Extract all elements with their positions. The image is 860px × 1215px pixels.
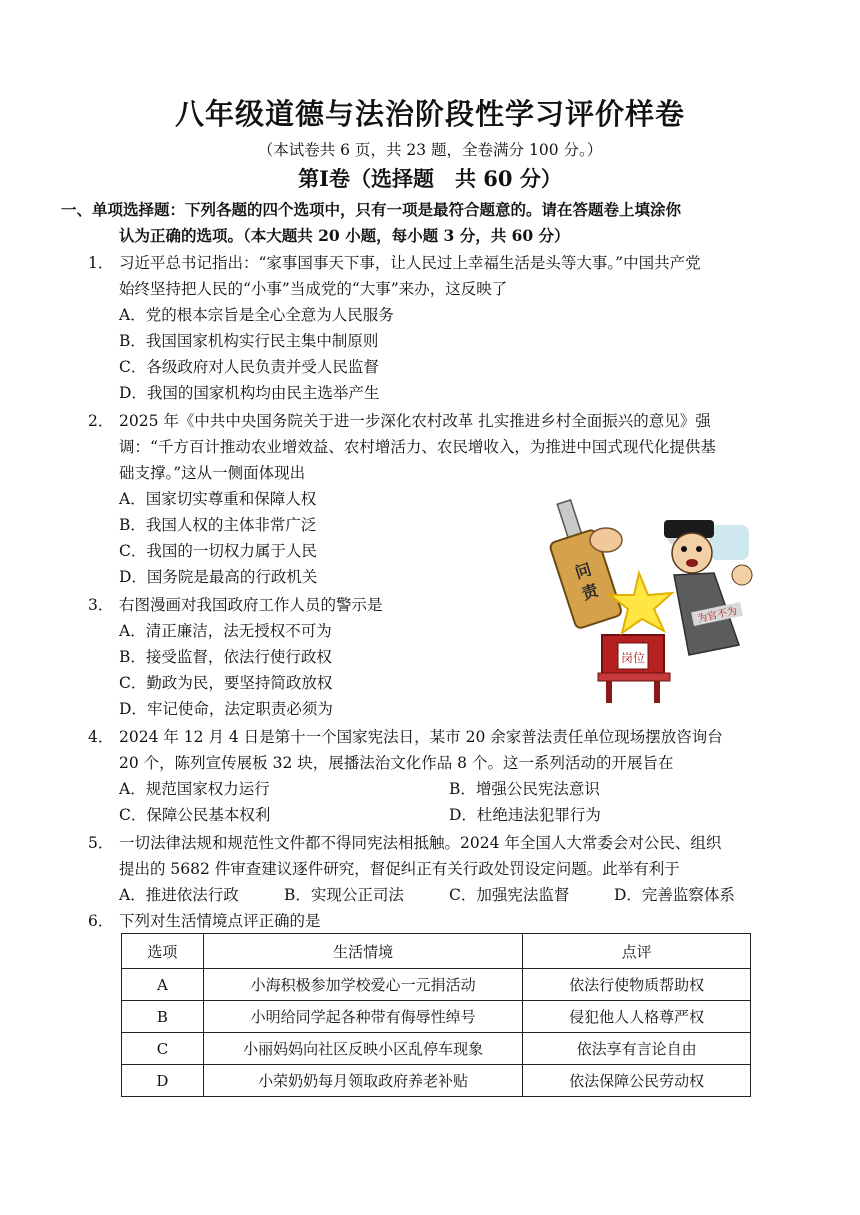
table-cell-option: A (122, 969, 204, 1001)
table-cell-option: C (122, 1033, 204, 1065)
question-6-table (121, 933, 751, 1097)
paper-title: 八年级道德与法治阶段性学习评价样卷 (174, 97, 685, 131)
table-cell-situation: 小明给同学起各种带有侮辱性绰号 (203, 1001, 522, 1033)
question-2-option-d: D．国务院是最高的行政机关 (119, 568, 318, 586)
table-row (122, 1065, 751, 1097)
chair-icon (598, 635, 670, 703)
question-5-stem-line2: 提出的 5682 件审查建议逐件研究，督促纠正有关行政处罚设定问题。此举有利于 (119, 860, 680, 878)
paper-subtitle: （本试卷共 6 页，共 23 题，全卷满分 100 分。） (257, 141, 603, 159)
table-cell-option: D (122, 1065, 204, 1097)
question-1-stem-line2: 始终坚持把人民的“小事”当成党的“大事”来办，这反映了 (119, 280, 508, 298)
question-4-option-c: C．保障公民基本权利 (119, 806, 271, 824)
table-header-situation: 生活情境 (203, 934, 522, 969)
table-header-row (122, 934, 751, 969)
question-1-option-a: A．党的根本宗旨是全心全意为人民服务 (119, 306, 394, 324)
question-2-option-a: A．国家切实尊重和保障人权 (119, 490, 317, 508)
table-cell-comment: 依法享有言论自由 (523, 1033, 751, 1065)
accountability-comic-image (514, 495, 764, 705)
question-1-option-c: C．各级政府对人民负责并受人民监督 (119, 358, 379, 376)
table-header-comment: 点评 (523, 934, 751, 969)
question-3-stem: 右图漫画对我国政府工作人员的警示是 (119, 596, 383, 614)
question-2-option-b: B．我国人权的主体非常广泛 (119, 516, 317, 534)
question-4-option-a: A．规范国家权力运行 (119, 780, 270, 798)
table-row (122, 969, 751, 1001)
question-5-number: 5． (88, 834, 114, 852)
question-2-number: 2． (88, 412, 114, 430)
question-3-option-b: B．接受监督，依法行使行政权 (119, 648, 332, 666)
table-cell-comment: 依法行使物质帮助权 (523, 969, 751, 1001)
hammer-icon (538, 496, 622, 630)
question-6-number: 6． (88, 912, 114, 930)
table-cell-comment: 依法保障公民劳动权 (523, 1065, 751, 1097)
question-5-option-c: C．加强宪法监督 (449, 886, 570, 904)
question-2-stem-line1: 2025 年《中共中央国务院关于进一步深化农村改革 扎实推进乡村全面振兴的意见》强 (119, 412, 711, 430)
chair-label: 岗位 (620, 651, 646, 665)
table-cell-situation: 小丽妈妈向社区反映小区乱停车现象 (203, 1033, 522, 1065)
question-5-option-d: D．完善监察体系 (614, 886, 735, 904)
question-1-option-d: D．我国的国家机构均由民主选举产生 (119, 384, 380, 402)
question-4-option-d: D．杜绝违法犯罪行为 (449, 806, 601, 824)
question-4-stem-line1: 2024 年 12 月 4 日是第十一个国家宪法日，某市 20 余家普法责任单位现场摆放咨询台 (119, 728, 723, 746)
hammer-label-2: 责 (579, 580, 601, 604)
question-2-stem-line2: 调：“千方百计推动农业增效益、农村增活力、农民增收入，为推进中国式现代化提供基 (119, 438, 716, 456)
table-cell-option: B (122, 1001, 204, 1033)
table-header-option: 选项 (122, 934, 204, 969)
question-4-stem-line2: 20 个，陈列宣传展板 32 块，展播法治文化作品 8 个。这一系列活动的开展旨在 (119, 754, 674, 772)
part1-instructions-line2: 认为正确的选项。（本大题共 20 小题，每小题 3 分，共 60 分） (119, 226, 570, 245)
question-6-stem: 下列对生活情境点评正确的是 (119, 912, 321, 930)
part1-instructions-line1: 一、单项选择题：下列各题的四个选项中，只有一项是最符合题意的。请在答题卷上填涂你 (61, 200, 682, 219)
question-3-option-d: D．牢记使命，法定职责必须为 (119, 700, 333, 718)
question-3-number: 3． (88, 596, 114, 614)
question-1-option-b: B．我国国家机构实行民主集中制原则 (119, 332, 379, 350)
question-5-option-a: A．推进依法行政 (119, 886, 239, 904)
question-2-stem-line3: 础支撑。”这从一侧面体现出 (119, 464, 306, 482)
table-cell-situation: 小海积极参加学校爱心一元捐活动 (203, 969, 522, 1001)
hammer-label-1: 问 (572, 559, 594, 583)
question-5-stem-line1: 一切法律法规和规范性文件都不得同宪法相抵触。2024 年全国人大常委会对公民、组织 (119, 834, 722, 852)
question-1-stem-line1: 习近平总书记指出：“家事国事天下事，让人民过上幸福生活是头等大事。”中国共产党 (119, 254, 701, 272)
question-4-option-b: B．增强公民宪法意识 (449, 780, 600, 798)
question-4-number: 4． (88, 728, 114, 746)
table-row (122, 1033, 751, 1065)
official-sash-label: 为官不为 (696, 605, 739, 626)
table-cell-situation: 小荣奶奶每月领取政府养老补贴 (203, 1065, 522, 1097)
table-cell-comment: 侵犯他人人格尊严权 (523, 1001, 751, 1033)
question-1-number: 1． (88, 254, 114, 272)
table-row (122, 1001, 751, 1033)
question-5-option-b: B．实现公正司法 (284, 886, 404, 904)
question-3-option-c: C．勤政为民，要坚持简政放权 (119, 674, 333, 692)
impact-star-icon (610, 573, 672, 633)
question-3-option-a: A．清正廉洁，法无授权不可为 (119, 622, 332, 640)
section-title: 第Ⅰ卷（选择题 共 60 分） (298, 166, 562, 191)
question-2-option-c: C．我国的一切权力属于人民 (119, 542, 317, 560)
